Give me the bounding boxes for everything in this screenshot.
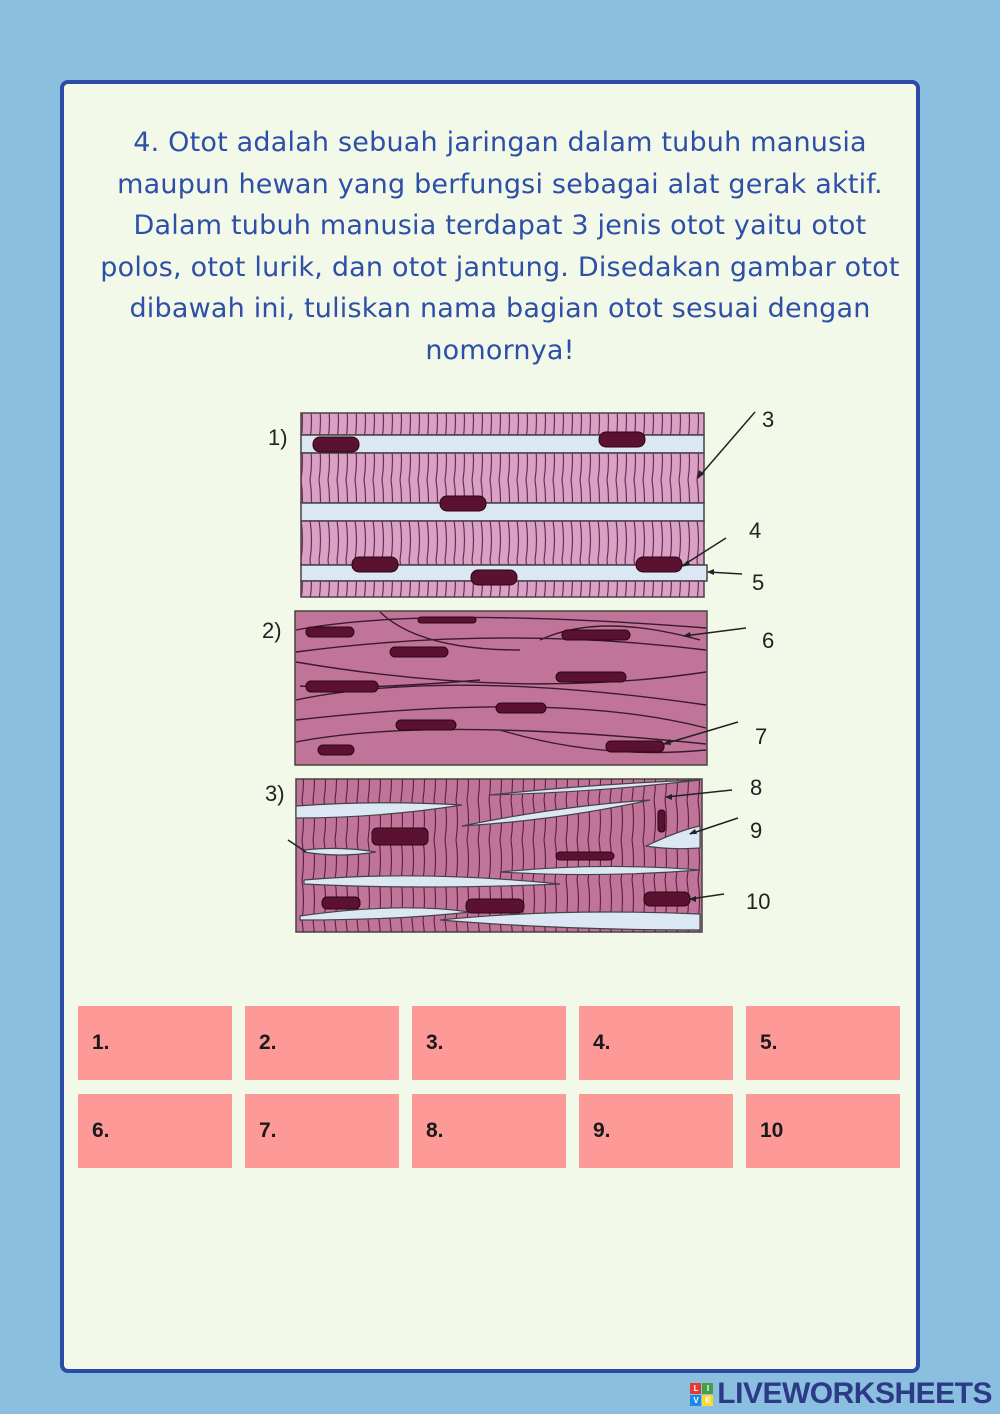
answer-box-6[interactable]: 6. [78, 1094, 232, 1168]
answer-row-2 [78, 1094, 902, 1168]
answer-box-9[interactable]: 9. [579, 1094, 733, 1168]
callout-3: 3 [762, 407, 775, 432]
answer-box-3[interactable]: 3. [412, 1006, 566, 1080]
callout-7: 7 [755, 724, 768, 749]
callout-4: 4 [749, 518, 762, 543]
answer-box-10[interactable]: 10 [746, 1094, 900, 1168]
panel-label-3: 3) [265, 781, 285, 806]
answer-box-2[interactable]: 2. [245, 1006, 399, 1080]
panel-label-1: 1) [268, 425, 288, 450]
smooth-muscle-panel [295, 611, 707, 765]
callout-10: 10 [746, 889, 771, 914]
callout-6: 6 [762, 628, 775, 653]
answer-grid [78, 1006, 902, 1182]
answer-box-1[interactable]: 1. [78, 1006, 232, 1080]
question-text: 4. Otot adalah sebuah jaringan dalam tubuh manusia maupun hewan yang berfungsi sebagai alat gerak aktif. Dalam tubuh manusia terdapat 3 jenis otot yaitu otot polos, otot lurik, dan otot jantung. Disedakan gambar otot dibawah ini, tuliskan nama bagian otot sesuai dengan nomornya! [100, 127, 900, 366]
answer-row-1 [78, 1006, 902, 1080]
skeletal-muscle-panel [301, 413, 707, 597]
liveworksheets-brand[interactable] [690, 1376, 992, 1412]
callout-9: 9 [750, 818, 763, 843]
panel-label-2: 2) [262, 618, 282, 643]
brand-name: LIVEWORKSHEETS [717, 1377, 992, 1410]
answer-box-7[interactable]: 7. [245, 1094, 399, 1168]
callout-8: 8 [750, 775, 763, 800]
liveworksheets-logo-icon: L I V E [690, 1383, 713, 1406]
answer-box-4[interactable]: 4. [579, 1006, 733, 1080]
answer-box-5[interactable]: 5. [746, 1006, 900, 1080]
callout-5: 5 [752, 570, 765, 595]
answer-box-8[interactable]: 8. [412, 1094, 566, 1168]
cardiac-muscle-panel [288, 779, 702, 932]
